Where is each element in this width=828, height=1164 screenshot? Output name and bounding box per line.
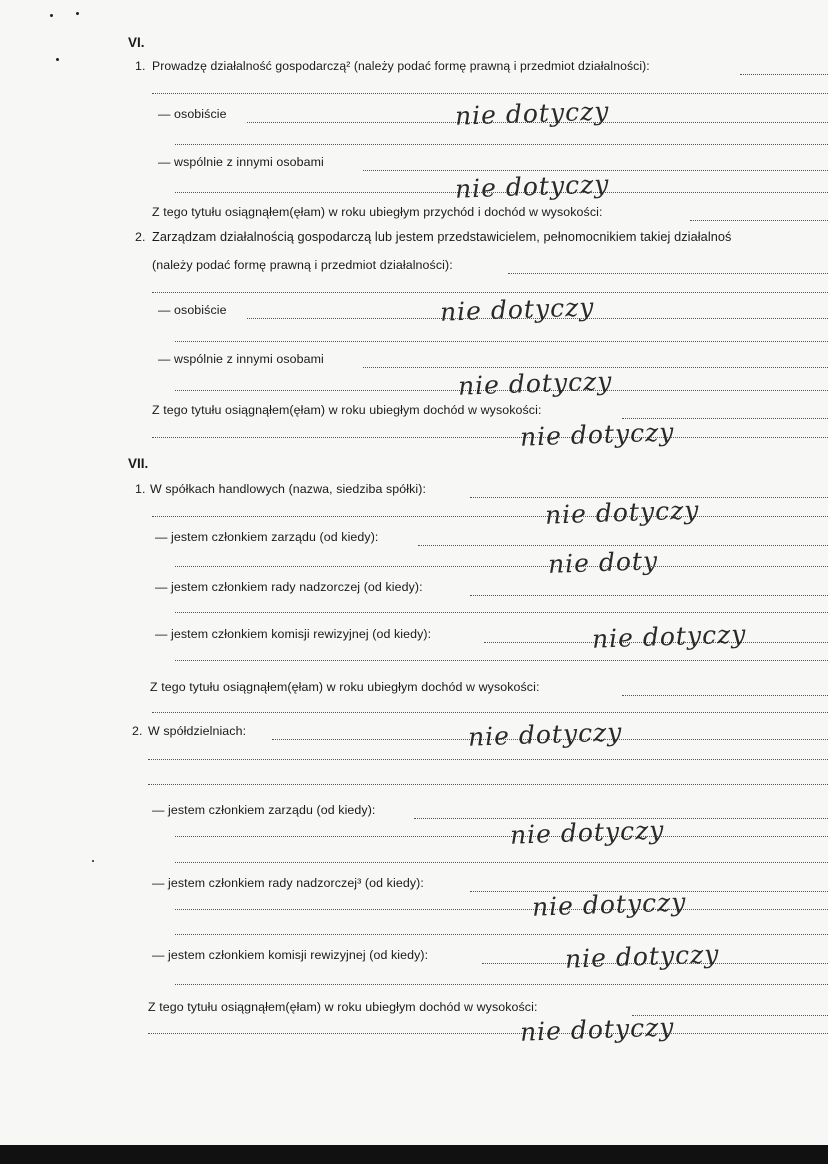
- handwritten-answer: nie dotyczy: [531, 887, 687, 922]
- fill-line: [418, 545, 828, 546]
- handwritten-answer: nie dotyczy: [467, 717, 623, 752]
- fill-line: [175, 566, 828, 567]
- handwritten-answer: nie dotyczy: [591, 619, 747, 654]
- business-activity-label: Prowadzę działalność gospodarczą² (należy podać formę prawną i przedmiot działalności):: [152, 59, 650, 73]
- handwritten-answer: nie dotyczy: [564, 939, 720, 974]
- income-label: Z tego tytułu osiągnąłem(ęłam) w roku ubiegłym dochód w wysokości:: [148, 1000, 538, 1014]
- fill-line: [152, 437, 828, 438]
- fill-line: [175, 836, 828, 837]
- fill-line: [175, 612, 828, 613]
- audit-committee-label: — jestem członkiem komisji rewizyjnej (od kiedy):: [155, 627, 432, 641]
- fill-line: [175, 984, 828, 985]
- fill-line: [622, 695, 828, 696]
- handwritten-answer: nie doty: [547, 546, 659, 579]
- personally-label: — osobiście: [158, 107, 227, 121]
- jointly-label: — wspólnie z innymi osobami: [158, 352, 324, 366]
- personally-label: — osobiście: [158, 303, 227, 317]
- board-member-label: — jestem członkiem zarządu (od kiedy):: [152, 803, 376, 817]
- cooperatives-label: W spółdzielniach:: [148, 724, 247, 738]
- supervisory-board-label: — jestem członkiem rady nadzorczej (od kiedy):: [155, 580, 423, 594]
- handwritten-answer: nie dotyczy: [457, 366, 613, 401]
- management-label: Zarządzam działalnością gospodarczą lub jestem przedstawicielem, pełnomocnikiem takiej działalnoś: [152, 230, 732, 244]
- audit-committee-label: — jestem członkiem komisji rewizyjnej (od kiedy):: [152, 948, 429, 962]
- item-number: 2.: [135, 230, 146, 244]
- fill-line: [740, 74, 828, 75]
- fill-line: [175, 934, 828, 935]
- scan-bottom-edge: [0, 1145, 828, 1164]
- fill-line: [175, 341, 828, 342]
- fill-line: [508, 273, 828, 274]
- management-label-2: (należy podać formę prawną i przedmiot działalności):: [152, 258, 453, 272]
- jointly-label: — wspólnie z innymi osobami: [158, 155, 324, 169]
- income-label: Z tego tytułu osiągnąłem(ęłam) w roku ubiegłym dochód w wysokości:: [152, 403, 542, 417]
- commercial-companies-label: W spółkach handlowych (nazwa, siedziba spółki):: [150, 482, 427, 496]
- handwritten-answer: nie dotyczy: [519, 1012, 675, 1047]
- fill-line: [690, 220, 828, 221]
- income-label: Z tego tytułu osiągnąłem(ęłam) w roku ubiegłym dochód w wysokości:: [150, 680, 540, 694]
- fill-line: [148, 759, 828, 760]
- handwritten-answer: nie dotyczy: [544, 495, 700, 530]
- fill-line: [152, 292, 828, 293]
- supervisory-board-label: — jestem członkiem rady nadzorczej³ (od kiedy):: [152, 876, 424, 890]
- scan-speck: [92, 860, 94, 862]
- fill-line: [175, 144, 828, 145]
- fill-line: [175, 909, 828, 910]
- scan-speck: [56, 58, 59, 61]
- fill-line: [470, 595, 828, 596]
- item-number: 1.: [135, 482, 146, 496]
- fill-line: [152, 712, 828, 713]
- handwritten-answer: nie dotyczy: [439, 292, 595, 327]
- handwritten-answer: nie dotyczy: [509, 815, 665, 850]
- fill-line: [152, 93, 828, 94]
- fill-line: [175, 660, 828, 661]
- board-member-label: — jestem członkiem zarządu (od kiedy):: [155, 530, 379, 544]
- fill-line: [148, 784, 828, 785]
- item-number: 2.: [132, 724, 143, 738]
- handwritten-answer: nie dotyczy: [454, 169, 610, 204]
- handwritten-answer: nie dotyczy: [519, 417, 675, 452]
- section-vi-heading: VI.: [128, 35, 145, 50]
- income-label: Z tego tytułu osiągnąłem(ęłam) w roku ubiegłym przychód i dochód w wysokości:: [152, 205, 603, 219]
- fill-line: [175, 862, 828, 863]
- scan-speck: [50, 14, 53, 17]
- handwritten-answer: nie dotyczy: [454, 96, 610, 131]
- scan-speck: [76, 12, 79, 15]
- section-vii-heading: VII.: [128, 456, 149, 471]
- fill-line: [148, 1033, 828, 1034]
- fill-line: [152, 516, 828, 517]
- item-number: 1.: [135, 59, 146, 73]
